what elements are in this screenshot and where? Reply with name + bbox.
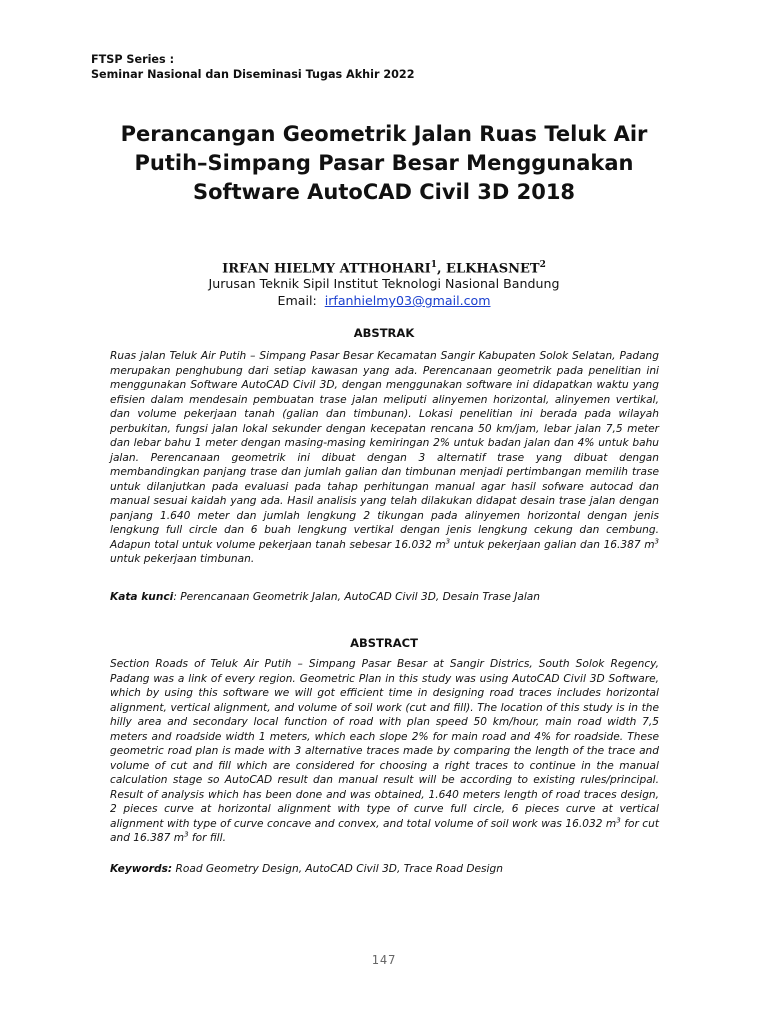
affiliation: Jurusan Teknik Sipil Institut Teknologi Nasional Bandung	[208, 276, 560, 291]
paper-title: Perancangan Geometrik Jalan Ruas Teluk Air Putih–Simpang Pasar Besar Menggunakan Software AutoCAD Civil 3D 2018	[120, 122, 648, 204]
abstrak-superscript-2: 3	[654, 536, 659, 545]
keywords-text: Road Geometry Design, AutoCAD Civil 3D, Trace Road Design	[172, 863, 503, 875]
email-label: Email:	[277, 293, 317, 308]
author-1: IRFAN HIELMY ATTHOHARI	[222, 261, 431, 277]
kata-kunci-colon: :	[173, 591, 177, 603]
seminar-label: Seminar Nasional dan Diseminasi Tugas Akhir 2022	[91, 68, 415, 81]
kata-kunci-line	[110, 590, 659, 604]
kata-kunci-label: Kata kunci	[110, 591, 174, 603]
kata-kunci-text: Perencanaan Geometrik Jalan, AutoCAD Civil 3D, Desain Trase Jalan	[176, 591, 540, 603]
abstrak-text-main: Ruas jalan Teluk Air Putih – Simpang Pasar Besar Kecamatan Sangir Kabupaten Solok Selatan, Padang merupakan penghubung dari setiap kawasan yang ada. Perencanaan geometrik pada penelitian ini menggunakan Software AutoCAD Civil 3D, dengan menggunakan software ini didapatkan waktu yang efisien dalam mendesain pembuatan trase jalan meliputi alinyemen horizontal, alinyemen vertikal, dan volume pekerjaan tanah (galian dan timbunan). Lokasi penelitian ini berada pada wilayah perbukitan, fungsi jalan lokal sekunder dengan kecepatan rencana 50 km/jam, lebar jalan 7,5 meter dan lebar bahu 1 meter dengan masing-masing kemiringan 2% untuk badan jalan dan 4% untuk bahu jalan. Perencanaan geometrik ini dibuat dengan 3 alternatif trase yang dibuat dengan membandingkan panjang trase dan jumlah galian dan timbunan menjadi pertimbangan memilih trase untuk dilanjutkan pada evaluasi pada tahap perhitungan manual agar hasil sofware autocad dan manual sesuai kaidah yang ada. Hasil analisis yang telah dilakukan didapat desain trase jalan dengan panjang 1.640 meter dan jumlah lengkung 2 tikungan pada alinyemen horizontal dengan jenis lengkung full circle dan 6 buah lengkung vertikal dengan jenis lengkung cekung dan cembung. Adapun total untuk volume pekerjaan tanah sebesar 16.032 m	[110, 350, 659, 551]
author-separator: ,	[436, 261, 447, 277]
abstrak-text-end: untuk pekerjaan timbunan.	[110, 553, 255, 565]
abstract-text-main: Section Roads of Teluk Air Putih – Simpang Pasar Besar at Sangir Districs, South Solok Regency, Padang was a link of every region. Geometric Plan in this study was using AutoCAD Civil 3D Software, which by using this software we will got efficient time in designing road traces includes horizontal alignment, vertical alignment, and volume of soil work (cut and fill). The location of this study is in the hilly area and secondary local function of road with plan speed 50 km/hour, main road width 7,5 meters and roadside width 1 meters, which each slope 2% for main road and 4% for roadside. These geometric road plan is made with 3 alternative traces made by comparing the length of the trace and volume of cut and fill which are considered for choosing a right traces to continue in the manual calculation stage so AutoCAD result dan manual result will be according to existing rules/principal. Result of analysis which has been done and was obtained, 1.640 meters length of road traces design, 2 pieces curve at horizontal alignment with type of curve full circle, 6 pieces curve at vertical alignment with type of curve concave and convex, and total volume of soil work was 16.032 m	[110, 658, 659, 830]
abstract-text-end: for fill.	[188, 832, 226, 844]
email-link[interactable]: irfanhielmy03@gmail.com	[324, 293, 491, 308]
author-2: ELKHASNET	[446, 261, 540, 277]
author-1-affil-mark: 1	[430, 260, 437, 270]
keywords-line	[110, 862, 659, 876]
abstrak-paragraph	[110, 349, 659, 567]
abstrak-superscript-1: 3	[445, 536, 451, 545]
abstract-paragraph	[110, 657, 659, 846]
running-header	[91, 52, 415, 82]
abstrak-text-mid: untuk pekerjaan galian dan 16.387 m	[450, 538, 655, 551]
abstract-superscript-1: 3	[616, 815, 621, 824]
abstrak-heading: ABSTRAK	[353, 326, 415, 340]
author-2-affil-mark: 2	[539, 260, 546, 270]
page-number: 147	[371, 953, 397, 967]
email-line	[91, 292, 677, 310]
series-label: FTSP Series :	[91, 53, 175, 66]
abstract-heading: ABSTRACT	[350, 636, 418, 650]
abstract-text-mid: for cut and 16.387 m	[110, 817, 659, 844]
abstract-superscript-2: 3	[184, 830, 189, 839]
keywords-label: Keywords:	[110, 863, 173, 875]
